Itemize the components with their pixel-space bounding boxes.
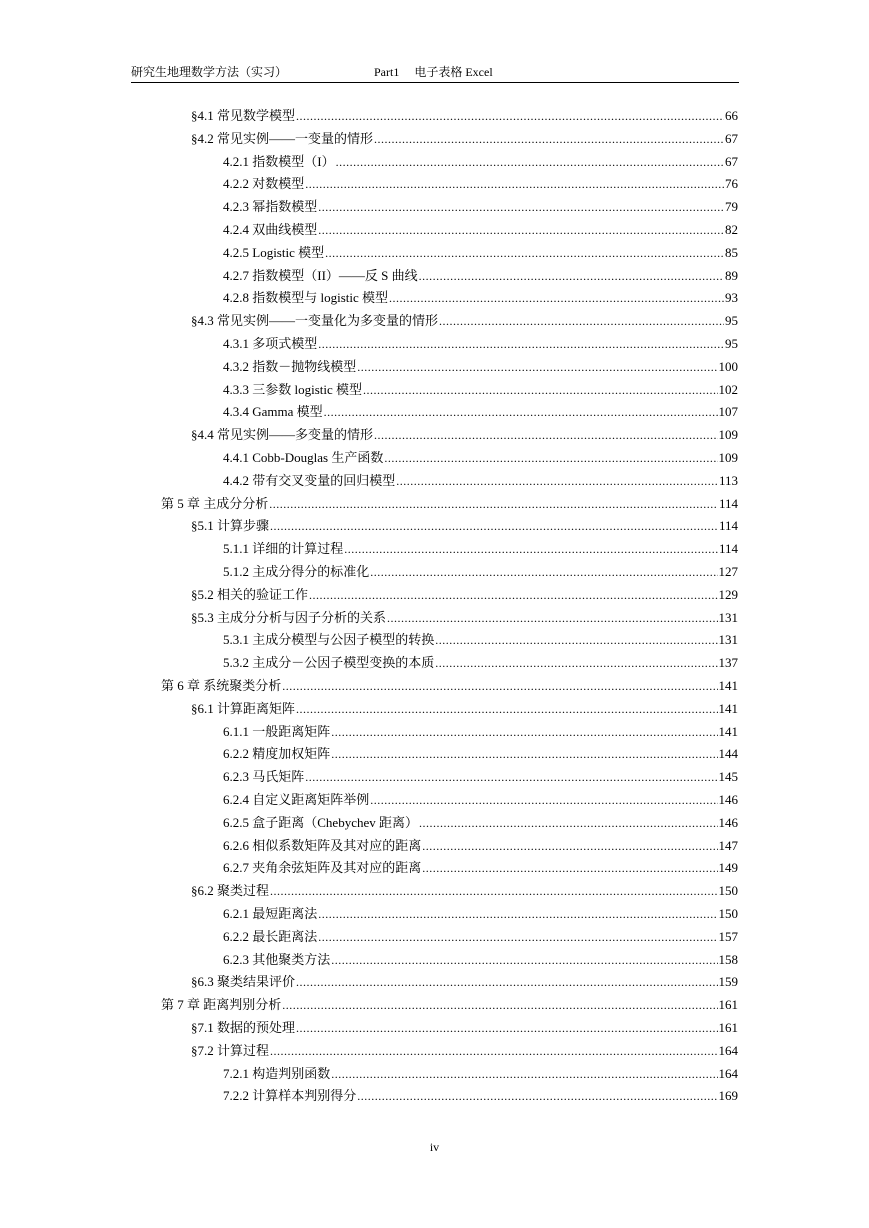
toc-entry-title: 6.2.1 最短距离法 [223,906,318,921]
toc-leader-dots [331,949,717,972]
toc-entry-page: 146 [718,814,738,830]
toc-entry-page: 76 [725,176,738,192]
toc-leader-dots [318,926,717,949]
toc-leader-dots [435,652,717,675]
toc-entry-page: 159 [718,974,738,990]
toc-entry-title: 4.2.1 指数模型（I） [223,153,335,169]
toc-entry-page: 141 [718,723,738,739]
toc-entry[interactable] [191,515,738,538]
toc-entry-page: 164 [718,1042,738,1058]
toc-entry-title: 4.2.2 对数模型 [223,176,305,192]
toc-entry-page: 66 [725,108,738,123]
toc-entry[interactable] [223,1085,738,1108]
page-number: iv [429,1140,440,1154]
header-book-title: 研究生地理数学方法（实习） [131,65,288,79]
toc-entry[interactable] [191,424,738,447]
toc-entry-page: 141 [718,678,738,693]
toc-entry-page: 131 [718,632,738,648]
toc-entry-page: 102 [718,381,738,397]
toc-entry-page: 161 [718,997,738,1013]
toc-entry-page: 127 [718,564,738,579]
toc-entry-page: 158 [718,951,738,967]
toc-entry[interactable] [223,196,738,219]
toc-leader-dots [435,629,717,652]
toc-entry[interactable] [223,652,738,675]
toc-entry-page: 146 [718,792,738,807]
toc-entry-title: 4.2.3 幂指数模型 [223,199,318,215]
toc-entry-page: 131 [718,609,738,625]
toc-entry[interactable] [191,880,738,903]
toc-leader-dots [270,880,717,903]
toc-entry-page: 137 [718,655,738,671]
toc-entry[interactable] [223,857,738,880]
toc-leader-dots [318,903,717,926]
toc-leader-dots [422,835,717,858]
toc-entry-title: 4.3.4 Gamma 模型 [223,404,323,420]
toc-leader-dots [318,333,724,356]
toc-entry-title: 4.2.4 双曲线模型 [223,222,318,237]
toc-entry-title: 7.2.1 构造判别函数 [223,1065,331,1081]
toc-leader-dots [324,401,718,424]
toc-entry-page: 114 [718,495,738,511]
toc-entry-page: 150 [718,883,738,899]
toc-entry-title: 第 7 章 距离判别分析 [161,997,282,1013]
toc-leader-dots [270,1040,717,1063]
toc-entry[interactable] [223,629,738,652]
toc-entry-page: 164 [718,1065,738,1081]
toc-entry-page: 141 [718,700,738,716]
toc-leader-dots [296,971,717,994]
toc-leader-dots [305,173,724,196]
toc-leader-dots [309,584,717,607]
toc-entry[interactable] [191,698,738,721]
toc-entry[interactable] [191,584,738,607]
toc-leader-dots [325,242,724,265]
toc-entry-page: 95 [725,336,738,351]
toc-entry-page: 93 [725,290,738,306]
toc-entry-page: 100 [718,358,738,374]
toc-entry-page: 67 [725,130,738,146]
toc-entry[interactable] [223,356,738,379]
toc-leader-dots [296,698,717,721]
toc-leader-dots [370,561,717,584]
toc-entry-page: 114 [718,541,738,557]
toc-entry-page: 109 [718,427,738,443]
toc-entry-page: 169 [718,1088,738,1104]
toc-leader-dots [344,538,718,561]
toc-entry-page: 79 [725,199,738,215]
toc-entry-title: §6.2 聚类过程 [191,883,270,899]
toc-entry-title: 6.2.2 最长距离法 [223,928,318,944]
toc-entry[interactable] [223,333,738,356]
toc-entry-title: 6.2.3 马氏矩阵 [223,769,305,785]
toc-entry[interactable] [191,310,738,333]
toc-entry-title: 5.1.1 详细的计算过程 [223,541,344,557]
toc-entry-title: 6.1.1 一般距离矩阵 [223,723,331,739]
toc-entry[interactable] [191,971,738,994]
toc-leader-dots [357,356,717,379]
header-part-title: Part1 电子表格 Excel [374,65,493,79]
toc-leader-dots [318,196,724,219]
toc-entry-title: §4.3 常见实例——一变量化为多变量的情形 [191,313,439,329]
toc-leader-dots [269,493,718,516]
toc-entry-title: 4.2.8 指数模型与 logistic 模型 [223,290,389,306]
toc-entry[interactable] [223,949,738,972]
toc-leader-dots [439,310,724,333]
toc-entry-page: 109 [718,450,738,465]
toc-entry[interactable] [223,265,738,288]
toc-leader-dots [331,1063,717,1086]
toc-entry[interactable] [223,219,738,242]
toc-entry-page: 147 [718,837,738,853]
toc-entry-title: §4.2 常见实例——一变量的情形 [191,130,374,146]
toc-entry[interactable] [161,675,738,698]
toc-entry-page: 89 [725,267,738,283]
toc-entry-title: 4.3.2 指数－抛物线模型 [223,358,357,374]
toc-entry-title: §5.1 计算步骤 [191,518,270,534]
toc-entry-page: 107 [718,404,738,420]
toc-entry-title: §6.1 计算距离矩阵 [191,700,296,716]
toc-entry[interactable] [223,743,738,766]
toc-leader-dots [318,219,724,242]
toc-leader-dots [370,789,717,812]
toc-entry[interactable] [223,561,738,584]
toc-entry[interactable] [191,105,738,128]
toc-leader-dots [282,994,717,1017]
toc-entry-title: 4.3.1 多项式模型 [223,336,318,351]
toc-entry-title: §5.3 主成分分析与因子分析的关系 [191,609,387,625]
toc-entry-title: 第 5 章 主成分分析 [161,495,269,511]
toc-entry-title: 4.3.3 三参数 logistic 模型 [223,381,363,397]
toc-leader-dots [419,265,724,288]
toc-entry[interactable] [223,926,738,949]
toc-entry-title: 5.3.2 主成分－公因子模型变换的本质 [223,655,435,671]
toc-entry-title: 6.2.7 夹角余弦矩阵及其对应的距离 [223,860,422,876]
toc-entry-title: §4.1 常见数学模型 [191,108,296,123]
toc-entry[interactable] [223,789,738,812]
toc-leader-dots [270,515,718,538]
toc-entry[interactable] [223,173,738,196]
toc-entry-page: 82 [725,222,738,237]
toc-entry[interactable] [223,447,738,470]
toc-entry-title: 4.2.5 Logistic 模型 [223,244,325,260]
toc-entry[interactable] [223,1063,738,1086]
toc-entry-page: 157 [718,928,738,944]
toc-entry-page: 67 [725,153,738,169]
toc-entry[interactable] [223,721,738,744]
toc-entry-title: §6.3 聚类结果评价 [191,974,296,990]
toc-leader-dots [296,1017,717,1040]
toc-leader-dots [305,766,717,789]
toc-entry-page: 113 [718,472,738,488]
toc-entry[interactable] [223,812,738,835]
toc-entry[interactable] [223,287,738,310]
toc-entry-page: 161 [718,1020,738,1035]
toc-entry[interactable] [191,1017,738,1040]
toc-leader-dots [336,151,724,174]
toc-entry[interactable] [223,379,738,402]
toc-entry-title: 6.2.2 精度加权矩阵 [223,746,331,762]
toc-entry[interactable] [223,151,738,174]
toc-leader-dots [419,812,718,835]
toc-entry[interactable] [223,835,738,858]
toc-entry-page: 149 [718,860,738,876]
toc-entry-title: 7.2.2 计算样本判别得分 [223,1088,357,1104]
toc-entry[interactable] [223,470,738,493]
toc-entry-page: 85 [725,244,738,260]
toc-leader-dots [296,105,724,128]
toc-entry[interactable] [223,766,738,789]
toc-entry-title: 4.2.7 指数模型（II）——反 S 曲线 [223,267,418,283]
toc-leader-dots [389,287,724,310]
toc-entry[interactable] [161,493,738,516]
toc-entry[interactable] [191,1040,738,1063]
toc-leader-dots [387,607,717,630]
toc-leader-dots [422,857,717,880]
toc-leader-dots [396,470,718,493]
toc-leader-dots [384,447,717,470]
page-header [131,62,739,83]
toc-entry-title: 5.3.1 主成分模型与公因子模型的转换 [223,632,435,648]
toc-entry[interactable] [161,994,738,1017]
toc-entry-title: §7.1 数据的预处理 [191,1020,296,1035]
toc-entry-page: 150 [718,906,738,921]
toc-entry-title: 4.4.1 Cobb-Douglas 生产函数 [223,450,384,465]
toc-entry-page: 129 [718,586,738,602]
toc-entry-title: §7.2 计算过程 [191,1042,270,1058]
toc-entry-title: 6.2.6 相似系数矩阵及其对应的距离 [223,837,422,853]
toc-entry-page: 95 [725,313,738,329]
toc-leader-dots [374,128,724,151]
toc-entry[interactable] [223,538,738,561]
toc-leader-dots [331,721,717,744]
toc-entry-page: 114 [718,518,738,534]
toc-entry-title: §5.2 相关的验证工作 [191,586,309,602]
toc-entry[interactable] [191,128,738,151]
toc-entry-page: 145 [718,769,738,785]
toc-entry-title: §4.4 常见实例——多变量的情形 [191,427,374,443]
toc-entry-title: 6.2.4 自定义距离矩阵举例 [223,792,370,807]
toc-entry-page: 144 [718,746,738,762]
toc-entry[interactable] [223,401,738,424]
toc-entry-title: 6.2.5 盒子距离（Chebychev 距离） [223,814,418,830]
toc-leader-dots [363,379,717,402]
toc-entry[interactable] [223,903,738,926]
toc-leader-dots [374,424,717,447]
toc-entry[interactable] [223,242,738,265]
toc-leader-dots [331,743,717,766]
toc-entry[interactable] [191,607,738,630]
toc-leader-dots [357,1085,717,1108]
toc-entry-title: 第 6 章 系统聚类分析 [161,678,282,693]
toc-entry-title: 5.1.2 主成分得分的标准化 [223,564,370,579]
toc-entry-title: 6.2.3 其他聚类方法 [223,951,331,967]
toc-entry-title: 4.4.2 带有交叉变量的回归模型 [223,472,396,488]
toc-leader-dots [282,675,717,698]
